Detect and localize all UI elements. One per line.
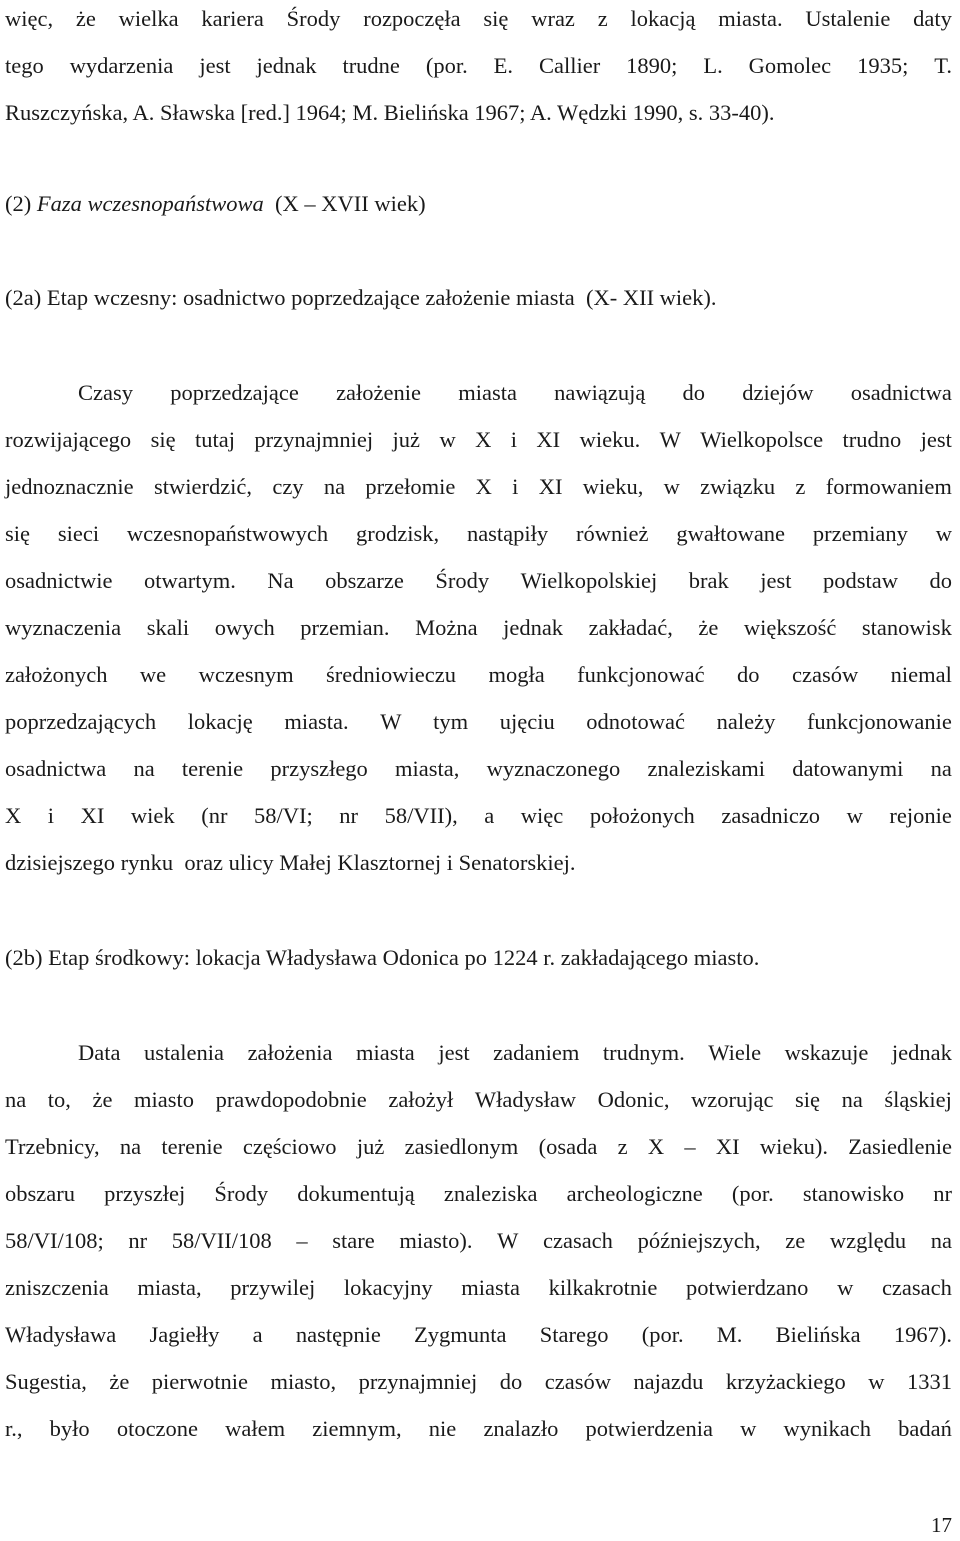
word: założenia (247, 1040, 333, 1065)
section-heading-2 (5, 189, 426, 219)
word: że (698, 615, 719, 640)
text-line (5, 416, 952, 463)
word: E. (493, 53, 514, 78)
word: nr (933, 1181, 952, 1206)
word: Środy (286, 6, 341, 31)
word: funkcjonowanie (806, 709, 952, 734)
section-heading-2b: (2b) Etap środkowy: lokacja Władysława Odonica po 1224 r. zakładającego miasto. (5, 945, 760, 970)
word: zasiedlonym (404, 1134, 519, 1159)
word: znaleziskami (647, 756, 765, 781)
word: założenie (336, 380, 421, 405)
word: Władysław (474, 1087, 577, 1112)
word: ujęciu (499, 709, 555, 734)
word: miasta. (284, 709, 349, 734)
word: nr (339, 803, 359, 828)
text-line: dzisiejszego rynku oraz ulicy Małej Klasztornej i Senatorskiej. (5, 850, 576, 875)
word: późniejszych, (637, 1228, 761, 1253)
word: średniowieczu (326, 662, 456, 687)
word: tutaj (195, 427, 235, 452)
word: 58/VI; (254, 803, 313, 828)
word: na (119, 1134, 142, 1159)
word: poprzedzających (5, 709, 157, 734)
word: podstaw (822, 568, 898, 593)
word: osadnictwa (5, 756, 107, 781)
word: miasta (458, 380, 517, 405)
word: wieku, (582, 474, 644, 499)
word: wałem (225, 1416, 286, 1441)
word: 58/VII/108 (171, 1228, 272, 1253)
word: rozwijającego (5, 427, 132, 452)
word: na (133, 756, 155, 781)
word: rozpoczęła (363, 6, 461, 31)
intro-paragraph (5, 0, 952, 136)
word: Środy (214, 1181, 269, 1206)
word: przyszłej (104, 1181, 186, 1206)
word: mogła (488, 662, 545, 687)
word: śląskiej (884, 1087, 952, 1112)
word: na (841, 1087, 863, 1112)
text-line (5, 1217, 952, 1264)
word: wydarzenia (69, 53, 174, 78)
word: pierwotnie (151, 1369, 249, 1394)
word: z (795, 474, 806, 499)
word: Wielkopolskiej (520, 568, 658, 593)
word: archeologiczne (566, 1181, 703, 1206)
word: datowanymi (792, 756, 904, 781)
word: lokacją (630, 6, 696, 31)
word: Władysława (5, 1322, 117, 1347)
word: miasto (134, 1087, 195, 1112)
word: r., (5, 1416, 23, 1441)
word: – (684, 1134, 696, 1159)
text-line (5, 1358, 952, 1405)
word: trudne (342, 53, 400, 78)
word: M. (716, 1322, 743, 1347)
word: już (392, 427, 421, 452)
word: na (930, 756, 952, 781)
word: W (380, 709, 402, 734)
word: 1935; (857, 53, 909, 78)
word: X (647, 1134, 665, 1159)
word: w (740, 1416, 757, 1441)
word: niemal (890, 662, 952, 687)
word: przemian. (300, 615, 390, 640)
word: zniszczenia (5, 1275, 109, 1300)
word: że (92, 1087, 113, 1112)
word: jednoznacznie (5, 474, 134, 499)
word: grodzisk, (355, 521, 440, 546)
word: na (323, 474, 346, 499)
word: przynajmniej (254, 427, 374, 452)
word: w (439, 427, 456, 452)
word: znaleziska (443, 1181, 538, 1206)
heading-italic-title: Faza wczesnopaństwowa (36, 191, 264, 216)
word: prawdopodobnie (215, 1087, 367, 1112)
word: że (109, 1369, 130, 1394)
word: w (935, 521, 952, 546)
text-line (5, 369, 952, 416)
text-line (5, 463, 952, 510)
word: X (5, 803, 22, 828)
word: przynajmniej (358, 1369, 478, 1394)
word: wiek (130, 803, 175, 828)
text-line (5, 1264, 952, 1311)
word: ziemnym, (312, 1416, 402, 1441)
word: jednak (891, 1040, 952, 1065)
word: nie (428, 1416, 457, 1441)
word: miasta (461, 1275, 520, 1300)
word: Zasiedlenie (848, 1134, 952, 1159)
word: w (846, 803, 863, 828)
word: trudnym. (602, 1040, 685, 1065)
text-line (5, 1029, 952, 1076)
word: skali (146, 615, 190, 640)
word: zasadniczo (721, 803, 821, 828)
word: X (475, 474, 492, 499)
word: czasów (544, 1369, 611, 1394)
word: (nr (201, 803, 228, 828)
word: znalazło (483, 1416, 559, 1441)
word: Callier (538, 53, 601, 78)
word: przełomie (365, 474, 456, 499)
word: terenie (161, 1134, 223, 1159)
word: osadnictwa (850, 380, 952, 405)
word: wskazuje (784, 1040, 869, 1065)
word: ze (785, 1228, 806, 1253)
paragraph-2a (5, 369, 952, 886)
text-line (5, 42, 952, 89)
word: otoczone (116, 1416, 199, 1441)
word: Sugestia, (5, 1369, 87, 1394)
text-line (5, 1405, 952, 1452)
word: z (617, 1134, 628, 1159)
text-line (5, 1170, 952, 1217)
word: XI (80, 803, 105, 828)
word: Odonic, (597, 1087, 670, 1112)
word: założonych (5, 662, 108, 687)
word: się (483, 6, 509, 31)
word: przemiany (812, 521, 908, 546)
word: kilkakrotnie (548, 1275, 658, 1300)
word: Ustalenie (805, 6, 891, 31)
text-line (5, 557, 952, 604)
heading-suffix: (X – XVII wiek) (263, 191, 426, 216)
word: poprzedzające (170, 380, 299, 405)
word: jednak (256, 53, 317, 78)
word: Środy (435, 568, 490, 593)
word: 1967). (893, 1322, 952, 1347)
word: wzorując (691, 1087, 774, 1112)
word: miasto, (270, 1369, 337, 1394)
word: brak (688, 568, 729, 593)
word: wraz (531, 6, 575, 31)
word: miasta (356, 1040, 415, 1065)
word: jest (438, 1040, 470, 1065)
word: założył (388, 1087, 454, 1112)
word: z (597, 6, 608, 31)
word: ustalenia (144, 1040, 225, 1065)
word: otwartym. (143, 568, 236, 593)
word: w (868, 1369, 885, 1394)
word: nastąpiły (466, 521, 549, 546)
word: Bielińska (775, 1322, 861, 1347)
word: w (663, 474, 680, 499)
word: nawiązują (554, 380, 646, 405)
word: czasów (792, 662, 859, 687)
word: 1331 (906, 1369, 952, 1394)
word: (osada (538, 1134, 598, 1159)
text-line (5, 1076, 952, 1123)
word: krzyżackiego (725, 1369, 846, 1394)
word: miasta, (395, 756, 460, 781)
word: wieku. (579, 427, 641, 452)
word: należy (716, 709, 776, 734)
word: kariera (201, 6, 264, 31)
text-line (5, 651, 952, 698)
text-line (5, 1311, 952, 1358)
word: Starego (539, 1322, 609, 1347)
word: do (499, 1369, 523, 1394)
word: więc (520, 803, 564, 828)
word: wyznaczenia (5, 615, 122, 640)
text-line (5, 698, 952, 745)
word: gwałtowane (676, 521, 786, 546)
text-line (5, 510, 952, 557)
word: 1890; (626, 53, 678, 78)
word: do (682, 380, 706, 405)
word: Gomolec (748, 53, 832, 78)
word: przywilej (230, 1275, 316, 1300)
word: Data (78, 1040, 121, 1065)
word: XI (715, 1134, 740, 1159)
word: związku (700, 474, 776, 499)
text-line (5, 0, 952, 42)
word: potwierdzano (685, 1275, 809, 1300)
word: we (139, 662, 167, 687)
word: się (150, 427, 176, 452)
word: wynikach (783, 1416, 871, 1441)
word: sieci (57, 521, 100, 546)
word: 58/VII), (384, 803, 458, 828)
word: Wielkopolsce (700, 427, 824, 452)
word: na (5, 1087, 27, 1112)
word: większość (743, 615, 837, 640)
word: XI (536, 427, 561, 452)
word: że (75, 6, 96, 31)
word: do (737, 662, 760, 687)
text-line (5, 792, 952, 839)
word: wielka (118, 6, 179, 31)
word: Czasy (78, 380, 133, 405)
word: odnotować (586, 709, 686, 734)
word: więc, (5, 6, 54, 31)
word: wczesnopaństwowych (126, 521, 329, 546)
word: 58/VI/108; (5, 1228, 104, 1253)
word: (por. (425, 53, 468, 78)
word: wieku). (759, 1134, 828, 1159)
word: i (510, 427, 518, 452)
word: Na (267, 568, 294, 593)
section-heading-2a: (2a) Etap wczesny: osadnictwo poprzedzające założenie miasta (X- XII wiek). (5, 285, 717, 310)
word: formowaniem (825, 474, 952, 499)
word: obszarze (325, 568, 404, 593)
word: tym (433, 709, 469, 734)
word: tego (5, 53, 44, 78)
word: jest (760, 568, 792, 593)
word: a (252, 1322, 263, 1347)
word: czasach (881, 1275, 952, 1300)
word: do (929, 568, 952, 593)
word: lokację (187, 709, 253, 734)
word: stanowisko (802, 1181, 905, 1206)
text-line (5, 604, 952, 651)
word: owych (214, 615, 275, 640)
word: W (497, 1228, 519, 1253)
word: i (47, 803, 55, 828)
word: – (296, 1228, 308, 1253)
word: potwierdzenia (585, 1416, 713, 1441)
word: się (795, 1087, 821, 1112)
word: badań (898, 1416, 952, 1441)
word: jest (920, 427, 952, 452)
word: Zygmunta (414, 1322, 507, 1347)
word: (por. (641, 1322, 684, 1347)
word: zakładać, (588, 615, 673, 640)
word: i (512, 474, 519, 499)
word: miasto). (399, 1228, 473, 1253)
word: Jagiełły (149, 1322, 220, 1347)
text-line (5, 745, 952, 792)
word: zadaniem (493, 1040, 580, 1065)
word: położonych (589, 803, 695, 828)
word: się (5, 521, 30, 546)
text-line (5, 1123, 952, 1170)
word: T. (934, 53, 952, 78)
word: miasta. (718, 6, 783, 31)
word: również (576, 521, 649, 546)
word: miasta, (137, 1275, 202, 1300)
word: daty (913, 6, 952, 31)
word: Wiele (708, 1040, 762, 1065)
page-number: 17 (931, 1513, 952, 1537)
word: Można (415, 615, 478, 640)
word: obszaru (5, 1181, 75, 1206)
text-line: Ruszczyńska, A. Sławska [red.] 1964; M. Bielińska 1967; A. Wędzki 1990, s. 33-40). (5, 100, 775, 125)
word: na (930, 1228, 952, 1253)
word: rejonie (889, 803, 952, 828)
word: czy (272, 474, 304, 499)
word: L. (703, 53, 723, 78)
word: (por. (731, 1181, 774, 1206)
word: było (49, 1416, 90, 1441)
word: dziejów (742, 380, 814, 405)
word: przyszłego (270, 756, 368, 781)
word: stare (332, 1228, 375, 1253)
word: wczesnym (198, 662, 294, 687)
word: następnie (295, 1322, 381, 1347)
word: to, (47, 1087, 71, 1112)
word: czasach (542, 1228, 613, 1253)
word: jednak (503, 615, 564, 640)
word: stanowisk (861, 615, 952, 640)
word: lokacyjny (343, 1275, 433, 1300)
word: względu (829, 1228, 907, 1253)
word: W (659, 427, 681, 452)
word: dokumentują (297, 1181, 415, 1206)
word: nr (128, 1228, 148, 1253)
word: już (356, 1134, 385, 1159)
word: XI (538, 474, 563, 499)
word: częściowo (242, 1134, 337, 1159)
word: terenie (181, 756, 244, 781)
word: trudno (842, 427, 902, 452)
word: X (475, 427, 492, 452)
word: stwierdzić, (153, 474, 253, 499)
heading-prefix: (2) (5, 191, 37, 216)
word: jest (199, 53, 231, 78)
word: funkcjonować (577, 662, 705, 687)
word: a (484, 803, 495, 828)
word: najazdu (633, 1369, 704, 1394)
word: Trzebnicy, (5, 1134, 100, 1159)
word: wyznaczonego (486, 756, 621, 781)
word: osadnictwie (5, 568, 113, 593)
paragraph-2b (5, 1029, 952, 1452)
word: w (837, 1275, 854, 1300)
